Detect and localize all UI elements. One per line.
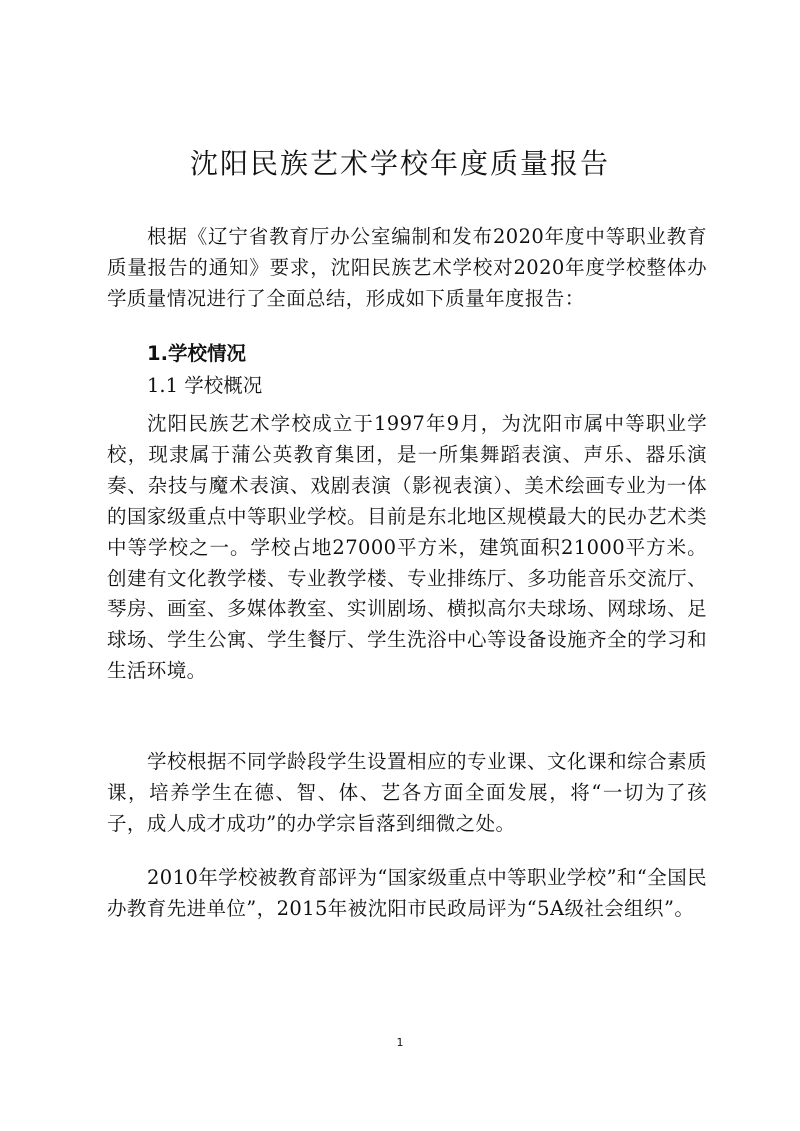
subsection-heading-school-overview: 1.1 学校概况 xyxy=(147,374,263,397)
courses-paragraph-block xyxy=(107,747,707,840)
courses-paragraph: 学校根据不同学龄段学生设置相应的专业课、文化课和综合素质课，培养学生在德、智、体、艺各方面全面发展，将“一切为了孩子，成人成才成功”的办学宗旨落到细微之处。 xyxy=(107,750,707,835)
intro-paragraph: 根据《辽宁省教育厅办公室编制和发布2020年度中等职业教育质量报告的通知》要求，沈阳民族艺术学校对2020年度学校整体办学质量情况进行了全面总结，形成如下质量年度报告： xyxy=(107,225,707,310)
honors-paragraph: 2010年学校被教育部评为“国家级重点中等职业学校”和“全国民办教育先进单位”，2015年被沈阳市民政局评为“5A级社会组织”。 xyxy=(107,866,707,920)
overview-paragraph: 沈阳民族艺术学校成立于1997年9月，为沈阳市属中等职业学校，现隶属于蒲公英教育集团，是一所集舞蹈表演、声乐、器乐演奏、杂技与魔术表演、戏剧表演（影视表演）、美术绘画专业为一体的国家级重点中等职业学校。目前是东北地区规模最大的民办艺术类中等学校之一。学校占地27000平方米，建筑面积21000平方米。创建有文化教学楼、专业教学楼、专业排练厅、多功能音乐交流厅、琴房、画室、多媒体教室、实训剧场、横拟高尔夫球场、网球场、足球场、学生公寓、学生餐厅、学生洗浴中心等设备设施齐全的学习和生活环境。 xyxy=(107,412,707,683)
intro-paragraph-block xyxy=(107,222,707,315)
overview-paragraph-block xyxy=(107,409,707,687)
page-number: 1 xyxy=(396,1036,404,1049)
honors-paragraph-block xyxy=(107,863,707,925)
section-heading-school-situation: 1.学校情况 xyxy=(147,342,246,365)
document-title: 沈阳民族艺术学校年度质量报告 xyxy=(189,147,610,180)
